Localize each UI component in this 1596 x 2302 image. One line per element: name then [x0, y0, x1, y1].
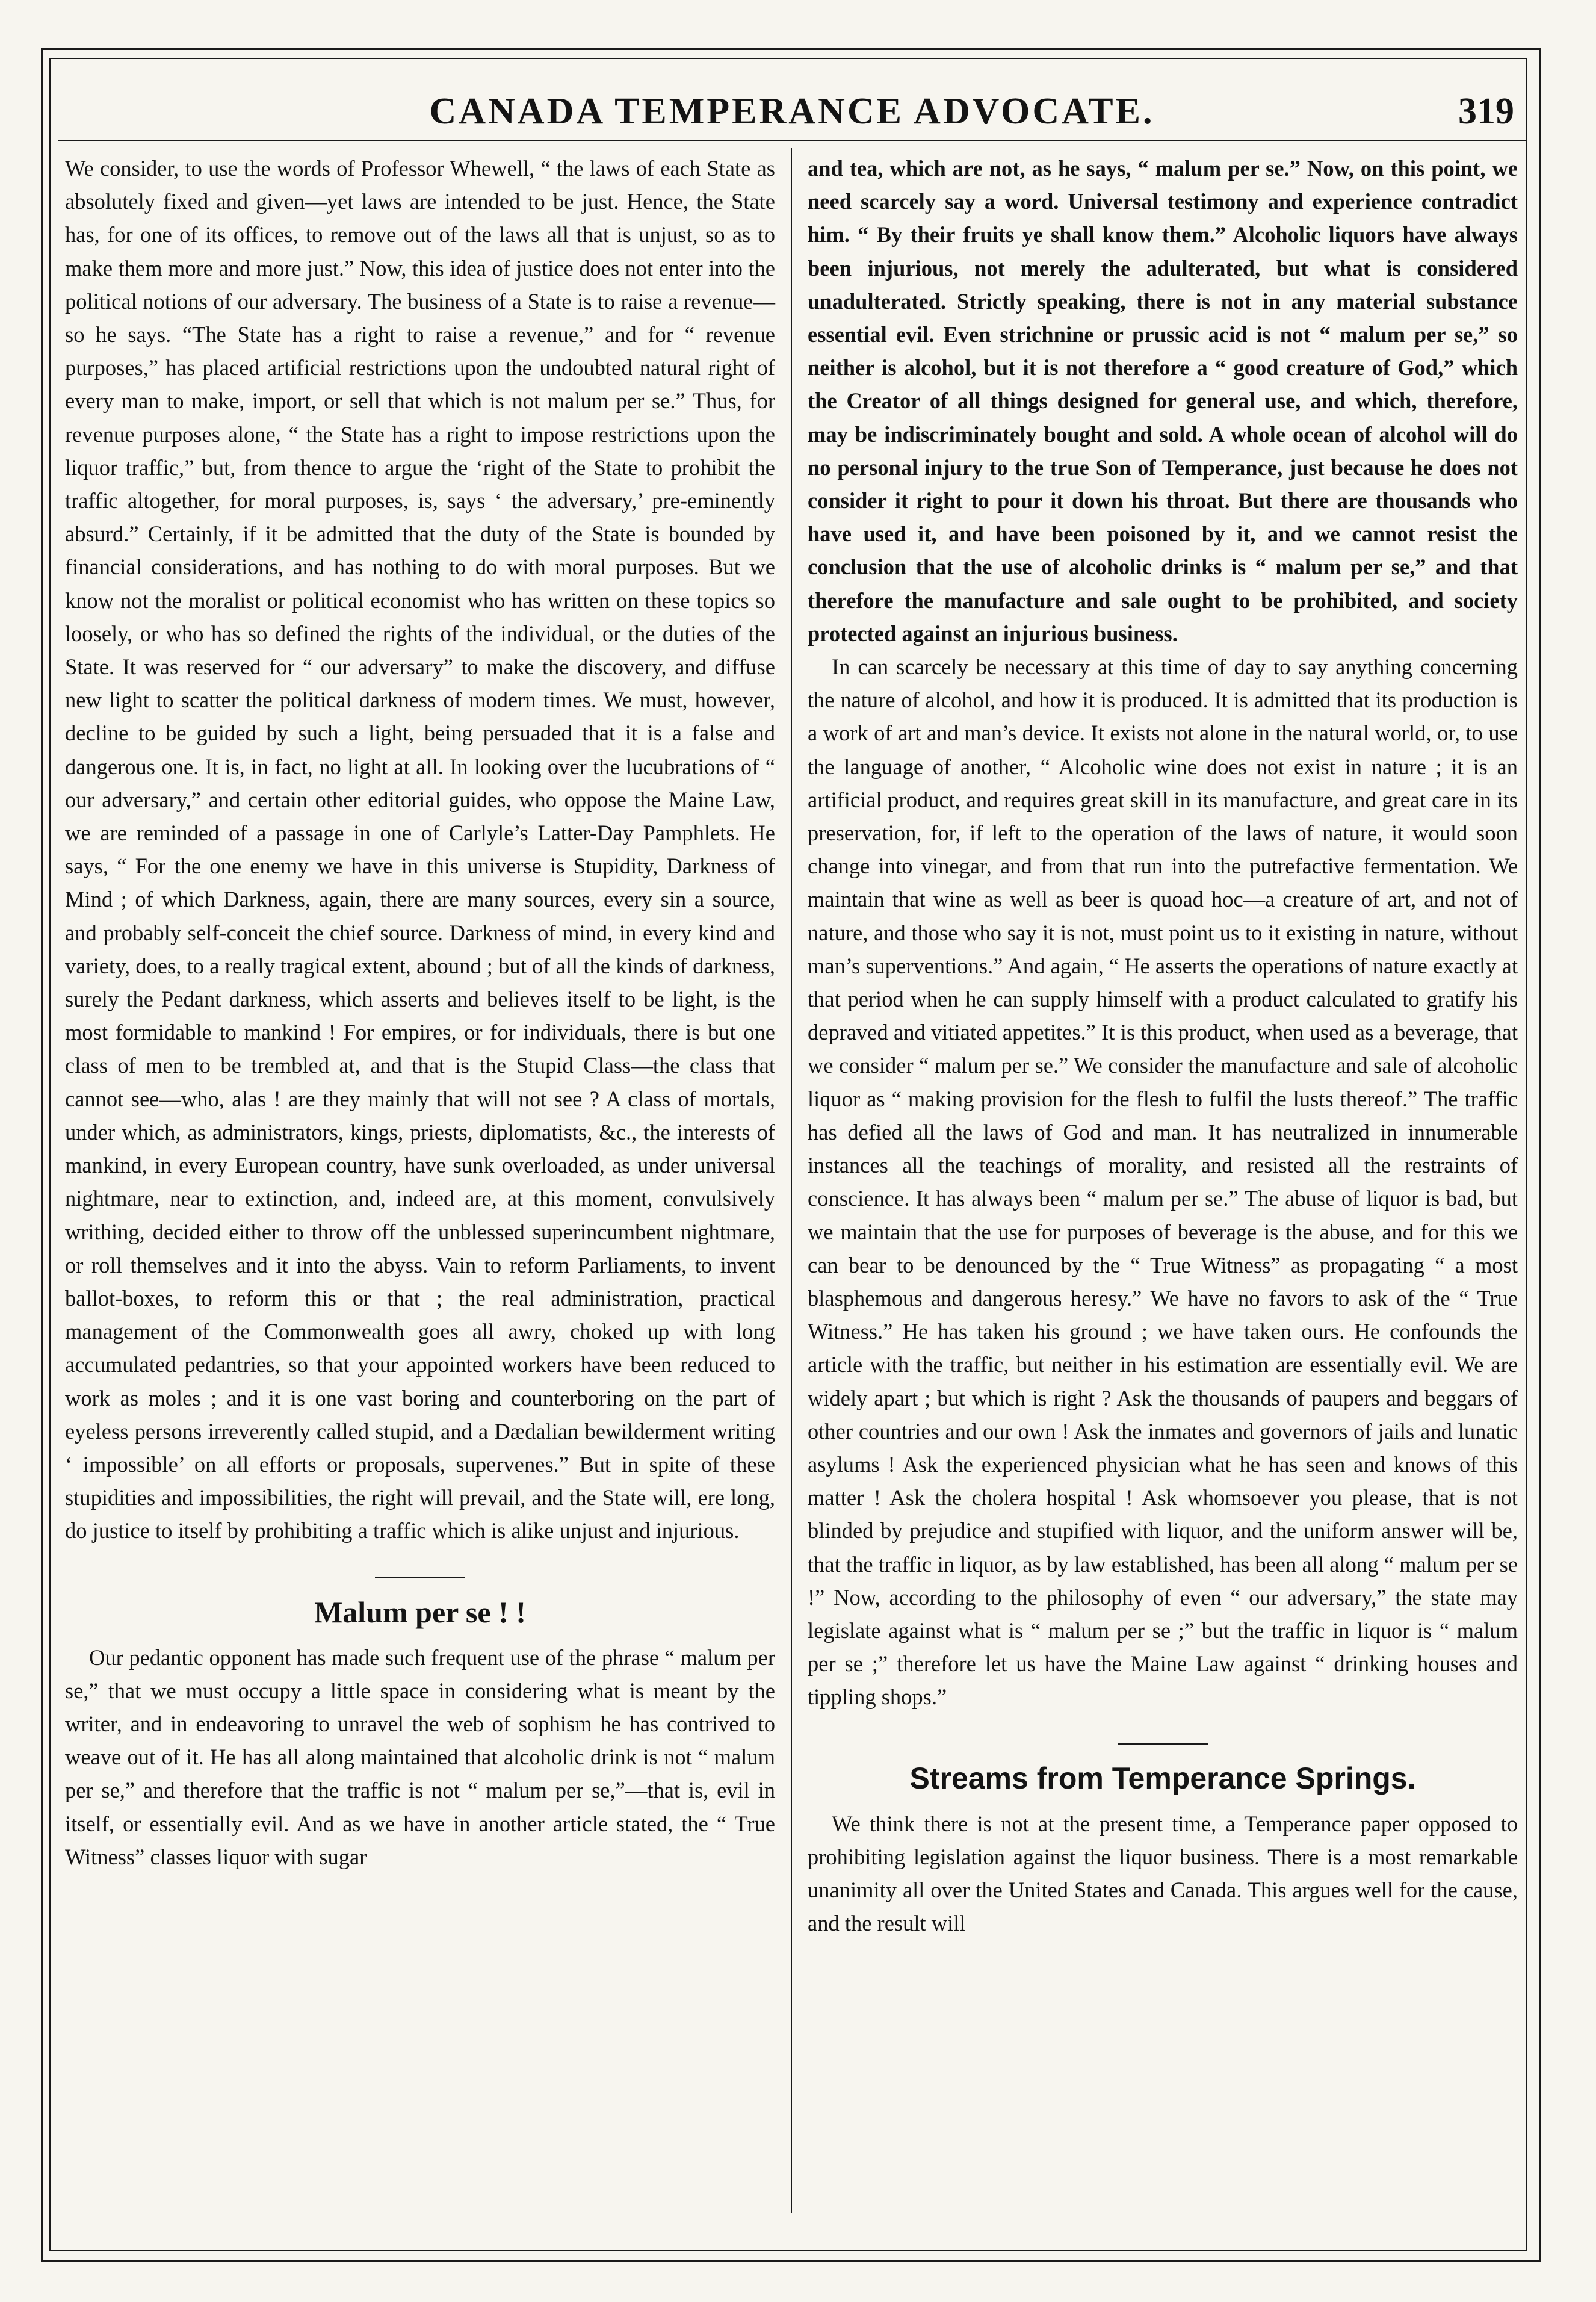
article-paragraph: We think there is not at the present time, a Temperance paper opposed to prohibiting legislation against the liquor business. There is a most remarkable unanimity all over the United States and Canada. This argues well for the cause, and the result will [808, 1811, 1518, 1936]
article-paragraph: We consider, to use the words of Professor Whewell, “ the laws of each State as absolutely fixed and given—yet laws are intended to be just. Hence, the State has, for one of its offices, to remove out of the laws all that is unjust, so as to make them more and more just.” Now, this idea of justice does not enter into the political notions of our adversary. The business of a State is to raise a revenue—so he says. “The State has a right to raise a revenue,” and for “ revenue purposes,” has placed artificial restrictions upon the undoubted natural right of every man to make, import, or sell that which is not malum per se.” Thus, for revenue purposes alone, “ the State has a right to impose restrictions upon the liquor traffic,” but, from thence to argue the ‘right of the State to prohibit the traffic altogether, for moral purposes, is, says ‘ the adversary,’ pre-eminently absurd.” Certainly, if it be admitted that the duty of the State is bounded by financial considerations, and has nothing to do with moral purposes. But we know not the moralist or political economist who has written on these topics so loosely, or who has so defined the rights of the individual, or the duties of the State. It was reserved for “ our adversary” to make the discovery, and diffuse new light to scatter the political darkness of modern times. We must, however, decline to be guided by such a light, being persuaded that it is a false and dangerous one. It is, in fact, no light at all. In looking over the lucubrations of “ our adversary,” and certain other editorial guides, who oppose the Maine Law, we are reminded of a passage in one of Carlyle’s Latter-Day Pamphlets. He says, “ For the one enemy we have in this universe is Stupidity, Darkness of Mind ; of which Darkness, again, there are many sources, every sin a source, and probably self-conceit the chief source. Darkness of mind, in every kind and variety, does, to a really tragical extent, abound ; but of all the kinds of darkness, surely the Pedant darkness, which asserts and believes itself to be light, is the most formidable to mankind ! For empires, or for individuals, there is but one class of men to be trembled at, and that is the Stupid Class—the class that cannot see—who, alas ! are they mainly that will not see ? A class of mortals, under which, as administrators, kings, priests, diplomatists, &c., the interests of mankind, in every European country, have sunk overloaded, as under universal nightmare, near to extinction, and, indeed are, at this moment, convulsively writhing, decided either to throw off the unblessed superincumbent nightmare, or roll themselves and it into the abyss. Vain to reform Parliaments, to invent ballot-boxes, to reform this or that ; the real administration, practical management of the Commonwealth goes all awry, choked up with long accumulated pedantries, so that your appointed workers have been reduced to work as moles ; and it is one vast boring and counterboring on the part of eyeless persons irreverently called stupid, and a Dædalian bewilderment writing ‘ impossible’ on all efforts or proposals, supervenes.” But in spite of these stupidities and impossibilities, the right will prevail, and the State will, ere long, do justice to itself by prohibiting a traffic which is alike unjust and injurious. [65, 156, 775, 1543]
section-rule [375, 1577, 465, 1578]
column-divider [791, 148, 792, 2213]
section-rule [1118, 1743, 1208, 1745]
article-heading: Malum per se ! ! [314, 1595, 526, 1629]
page-number: 319 [1458, 91, 1514, 132]
header-rule [58, 140, 1526, 141]
right-column [808, 152, 1518, 1940]
article-paragraph: and tea, which are not, as he says, “ malum per se.” Now, on this point, we need scarcely say a word. Universal testimony and experience contradict him. “ By their fruits ye shall know them.” Alcoholic liquors have always been injurious, not merely the adulterated, but what is considered unadulterated. Strictly speaking, there is not in any material substance essential evil. Even strichnine or prussic acid is not “ malum per se,” so neither is alcohol, but it is not therefore a “ good creature of God,” which the Creator of all things designed for general use, and which, therefore, may be indiscriminately bought and sold. A whole ocean of alcohol will do no personal injury to the true Son of Temperance, just because he does not consider it right to pour it down his throat. But there are thousands who have used it, and have been poisoned by it, and we cannot resist the conclusion that the use of alcoholic drinks is “ malum per se,” and that therefore the manufacture and sale ought to be prohibited, and society protected against an injurious business. [808, 156, 1518, 646]
page-header [58, 90, 1526, 144]
publication-title: CANADA TEMPERANCE ADVOCATE. [429, 91, 1155, 132]
article-paragraph: In can scarcely be necessary at this time of day to say anything concerning the nature of alcohol, and how it is produced. It is admitted that its production is a work of art and man’s device. It exists not alone in the natural world, or, to use the language of another, “ Alcoholic wine does not exist in nature ; it is an artificial product, and requires great skill in its manufacture, and great care in its preservation, for, if left to the operation of the laws of nature, it would soon change into vinegar, and from that run into the putrefactive fermentation. We maintain that wine as well as beer is quoad hoc—a creature of art, and not of nature, and those who say it is not, must point us to it existing in nature, without man’s superventions.” And again, “ He asserts the operations of nature exactly at that period when he can supply himself with a product calculated to gratify his depraved and vitiated appetites.” It is this product, when used as a beverage, that we consider “ malum per se.” We consider the manufacture and sale of alcoholic liquor as “ making provision for the flesh to fulfil the lusts thereof.” The traffic has defied all the laws of God and man. It has neutralized in innumerable instances all the teachings of morality, and resisted all the restraints of conscience. It has always been “ malum per se.” The abuse of liquor is bad, but we maintain that the use for purposes of beverage is the abuse, and for this we can bear to be denounced by the “ True Witness” as propagating “ a most blasphemous and dangerous heresy.” We have no favors to ask of the “ True Witness.” He has taken his ground ; we have taken ours. He confounds the article with the traffic, but neither in his estimation are essentially evil. We are widely apart ; but which is right ? Ask the thousands of paupers and beggars of other countries and our own ! Ask the inmates and governors of jails and lunatic asylums ! Ask the experienced physician what he has seen and knows of this matter ! Ask the cholera hospital ! Ask whomsoever you please, that is not blinded by prejudice and stupified with liquor, and the uniform answer will be, that the traffic in liquor, as by law established, has been all along “ malum per se !” Now, according to the philosophy of even “ our adversary,” the state may legislate against what is “ malum per se ;” but the traffic in liquor is “ malum per se ;” therefore let us have the Maine Law against “ drinking houses and tippling shops.” [808, 654, 1518, 1710]
article-heading: Streams from Temperance Springs. [909, 1761, 1416, 1795]
article-paragraph: Our pedantic opponent has made such frequent use of the phrase “ malum per se,” that we must occupy a little space in considering what is meant by the writer, and in endeavoring to unravel the web of sophism he has contrived to weave out of it. He has all along maintained that alcoholic drink is not “ malum per se,” and therefore that the traffic is not “ malum per se,”—that is, evil in itself, or essentially evil. And as we have in another article stated, the “ True Witness” classes liquor with sugar [65, 1645, 775, 1869]
left-column [65, 152, 775, 1873]
